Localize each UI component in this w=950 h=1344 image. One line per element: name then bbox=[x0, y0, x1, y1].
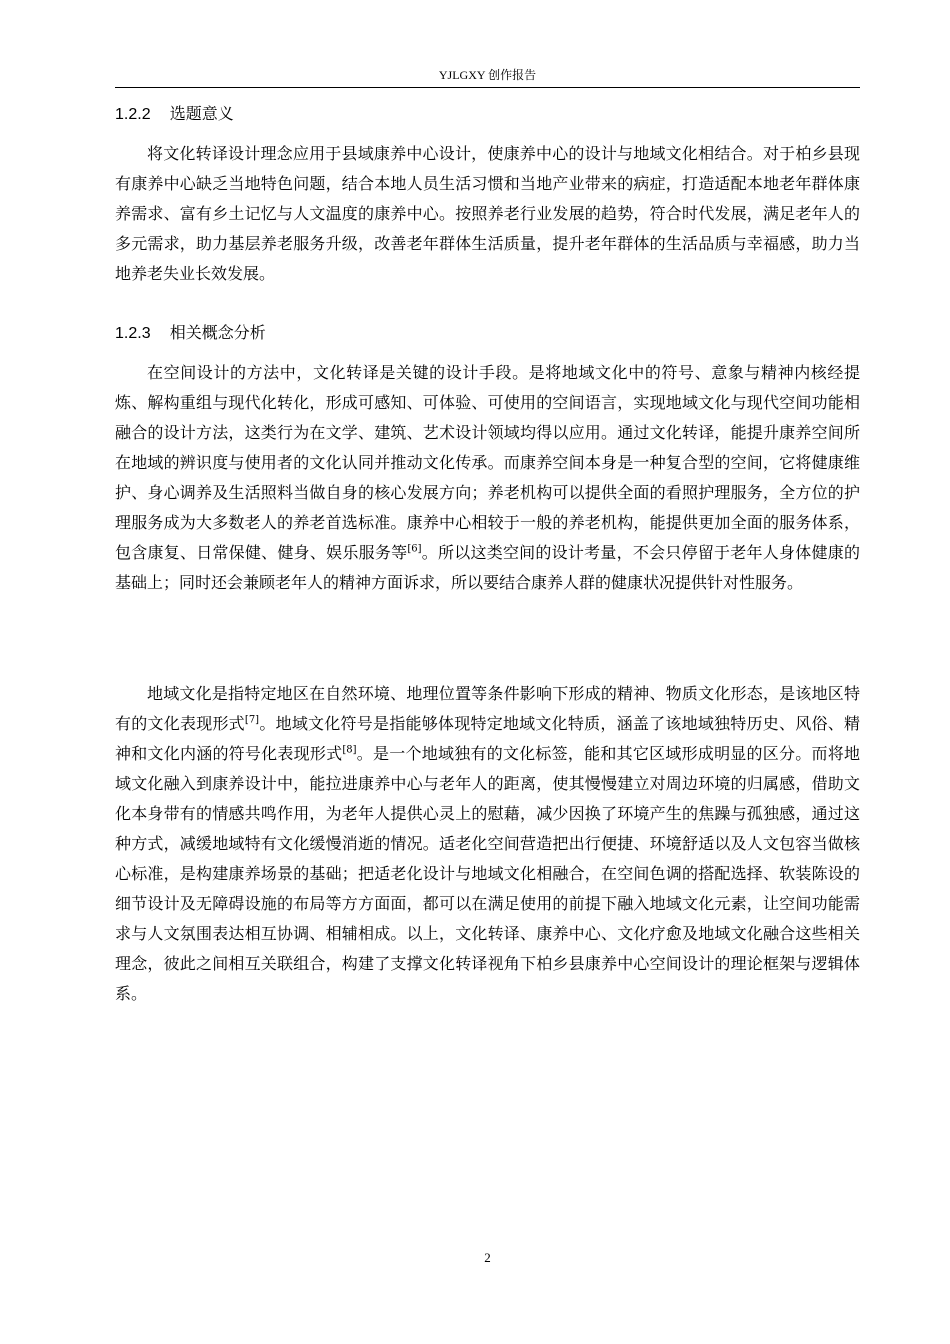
section-number: 1.2.2 bbox=[115, 106, 151, 123]
citation-ref: [7] bbox=[244, 714, 260, 726]
section-heading-1-2-2 bbox=[115, 101, 234, 124]
section-heading-1-2-3 bbox=[115, 320, 266, 343]
running-header: YJLGXY 创作报告 bbox=[438, 68, 537, 82]
paragraph-regional-culture bbox=[115, 679, 860, 1009]
paragraph-cultural-translation bbox=[115, 358, 860, 598]
section-title: 选题意义 bbox=[169, 104, 234, 123]
citation-ref: [8] bbox=[342, 744, 357, 756]
citation-ref: [6] bbox=[407, 543, 422, 555]
paragraph-significance: 将文化转译设计理念应用于县域康养中心设计，使康养中心的设计与地域文化相结合。对于柏乡县现有康养中心缺乏当地特色问题，结合本地人员生活习惯和当地产业带来的病症，打造适配本地老年群体康养需求、富有乡土记忆与人文温度的康养中心。按照养老行业发展的趋势，符合时代发展，满足老年人的多元需求，助力基层养老服务升级，改善老年群体生活质量，提升老年群体的生活品质与幸福感，助力当地养老失业长效发展。 bbox=[115, 144, 860, 283]
paragraph-text: 。是一个地域独有的文化标签，能和其它区域形成明显的区分。而将地域文化融入到康养设计中，能拉进康养中心与老年人的距离，使其慢慢建立对周边环境的归属感，借助文化本身带有的情感共鸣作用，为老年人提供心灵上的慰藉，减少因换了环境产生的焦躁与孤独感，通过这种方式，减缓地域特有文化缓慢消逝的情况。适老化空间营造把出行便捷、环境舒适以及人文包容当做核心标准，是构建康养场景的基础；把适老化设计与地域文化相融合，在空间色调的搭配选择、软装陈设的细节设计及无障碍设施的布局等方方面面，都可以在满足使用的前提下融入地域文化元素，让空间功能需求与人文氛围表达相互协调、相辅相成。以上，文化转译、康养中心、文化疗愈及地域文化融合这些相关理念，彼此之间相互关联组合，构建了支撑文化转译视角下柏乡县康养中心空间设计的理论框架与逻辑体系。 bbox=[115, 744, 860, 1003]
paragraph-text: 地域文化是指特定地区在自然环境、地理位置等条件影响下形成的精神、物质文化形态，是该地区特有的文化表现形式 bbox=[115, 684, 860, 733]
paragraph-text: 在空间设计的方法中，文化转译是关键的设计手段。是将地域文化中的符号、意象与精神内核经提炼、解构重组与现代化转化，形成可感知、可体验、可使用的空间语言，实现地域文化与现代空间功能相融合的设计方法，这类行为在文学、建筑、艺术设计领域均得以应用。通过文化转译，能提升康养空间所在地域的辨识度与使用者的文化认同并推动文化传承。而康养空间本身是一种复合型的空间，它将健康维护、身心调养及生活照料当做自身的核心发展方向；养老机构可以提供全面的看照护理服务，全方位的护理服务成为大多数老人的养老首选标准。康养中心相较于一般的养老机构，能提供更加全面的服务体系，包含康复、日常保健、健身、娱乐服务等 bbox=[115, 363, 860, 562]
section-title: 相关概念分析 bbox=[169, 323, 266, 342]
section-number: 1.2.3 bbox=[115, 325, 151, 342]
page-number: 2 bbox=[484, 1250, 491, 1265]
header-divider bbox=[115, 87, 860, 88]
paragraph-text: 。地域文化符号是指能够体现特定地域文化特质，涵盖了该地域独特历史、风俗、精神和文化内涵的符号化表现形式 bbox=[115, 714, 860, 763]
paragraph-text: 。所以这类空间的设计考量，不会只停留于老年人身体健康的基础上；同时还会兼顾老年人的精神方面诉求，所以要结合康养人群的健康状况提供针对性服务。 bbox=[115, 543, 860, 592]
